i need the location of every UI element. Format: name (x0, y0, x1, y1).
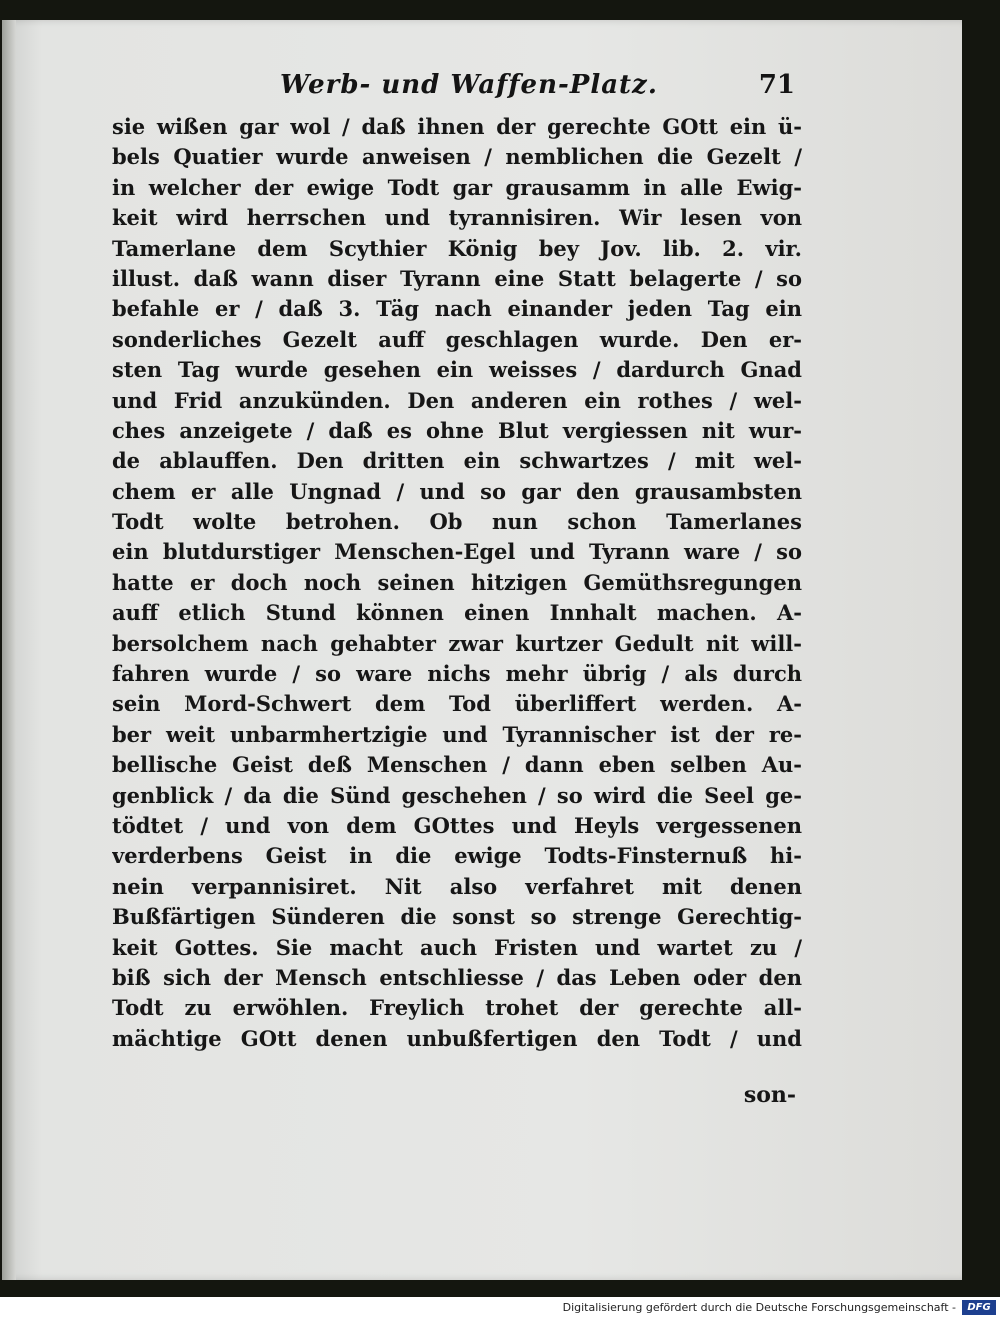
text-line: bersolchem nach gehabter zwar kurtzer Gedult nit will- (112, 630, 802, 656)
text-line: verderbens Geist in die ewige Todts-Finsternuß hi- (112, 843, 802, 869)
text-line: de ablauffen. Den dritten ein schwartzes / mit wel- (112, 448, 802, 474)
body-text (112, 112, 802, 1054)
text-line: Tamerlane dem Scythier König bey Jov. lib. 2. vir. (112, 235, 802, 261)
text-line: biß sich der Mensch entschliesse / das Leben oder den (112, 964, 802, 990)
text-line: befahle er / daß 3. Täg nach einander jeden Tag ein (112, 296, 802, 322)
text-line: chem er alle Ungnad / und so gar den grausambsten (112, 478, 802, 504)
text-line: genblick / da die Sünd geschehen / so wird die Seel ge- (112, 782, 802, 808)
text-line: mächtige GOtt denen unbußfertigen den Todt / und (112, 1025, 802, 1051)
text-line: keit wird herrschen und tyrannisiren. Wir lesen von (112, 205, 802, 231)
text-line: bels Quatier wurde anweisen / nemblichen die Gezelt / (112, 144, 802, 170)
text-line: sten Tag wurde gesehen ein weisses / dardurch Gnad (112, 357, 802, 383)
text-line: ein blutdurstiger Menschen-Egel und Tyrann ware / so (112, 539, 802, 565)
page-number: 71 (758, 70, 795, 100)
page-gutter (2, 20, 16, 1280)
footer (0, 1297, 1000, 1319)
text-line: Bußfärtigen Sünderen die sonst so strenge Gerechtig- (112, 904, 802, 930)
text-line: illust. daß wann diser Tyrann eine Statt belagerte / so (112, 265, 802, 291)
dfg-logo: DFG (962, 1300, 996, 1315)
page-header (280, 70, 800, 110)
text-line: keit Gottes. Sie macht auch Fristen und wartet zu / (112, 934, 802, 960)
text-line: tödtet / und von dem GOttes und Heyls vergessenen (112, 812, 802, 838)
text-line: bellische Geist deß Menschen / dann eben selben Au- (112, 752, 802, 778)
text-line: in welcher der ewige Todt gar grausamm in alle Ewig- (112, 174, 802, 200)
catchword: son- (743, 1082, 796, 1108)
text-line: und Frid anzukünden. Den anderen ein rothes / wel- (112, 387, 802, 413)
text-line: ber weit unbarmhertzigie und Tyrannischer ist der re- (112, 721, 802, 747)
text-line: auff etlich Stund können einen Innhalt machen. A- (112, 600, 802, 626)
text-line: sie wißen gar wol / daß ihnen der gerechte GOtt ein ü- (112, 114, 802, 139)
text-line: sonderliches Gezelt auff geschlagen wurde. Den er- (112, 326, 802, 352)
footer-credit: Digitalisierung gefördert durch die Deutsche Forschungsgemeinschaft - (562, 1301, 956, 1314)
text-line: fahren wurde / so ware nichs mehr übrig / als durch (112, 661, 802, 687)
text-line: sein Mord-Schwert dem Tod überliffert werden. A- (112, 691, 802, 717)
text-line: Todt zu erwöhlen. Freylich trohet der gerechte all- (112, 995, 802, 1021)
text-line: Todt wolte betrohen. Ob nun schon Tamerlanes (112, 509, 802, 535)
text-line: ches anzeigete / daß es ohne Blut vergiessen nit wur- (112, 417, 802, 443)
running-head: Werb- und Waffen-Platz. (280, 70, 658, 100)
text-line: hatte er doch noch seinen hitzigen Gemüthsregungen (112, 569, 802, 595)
text-line: nein verpannisiret. Nit also verfahret mit denen (112, 873, 802, 899)
